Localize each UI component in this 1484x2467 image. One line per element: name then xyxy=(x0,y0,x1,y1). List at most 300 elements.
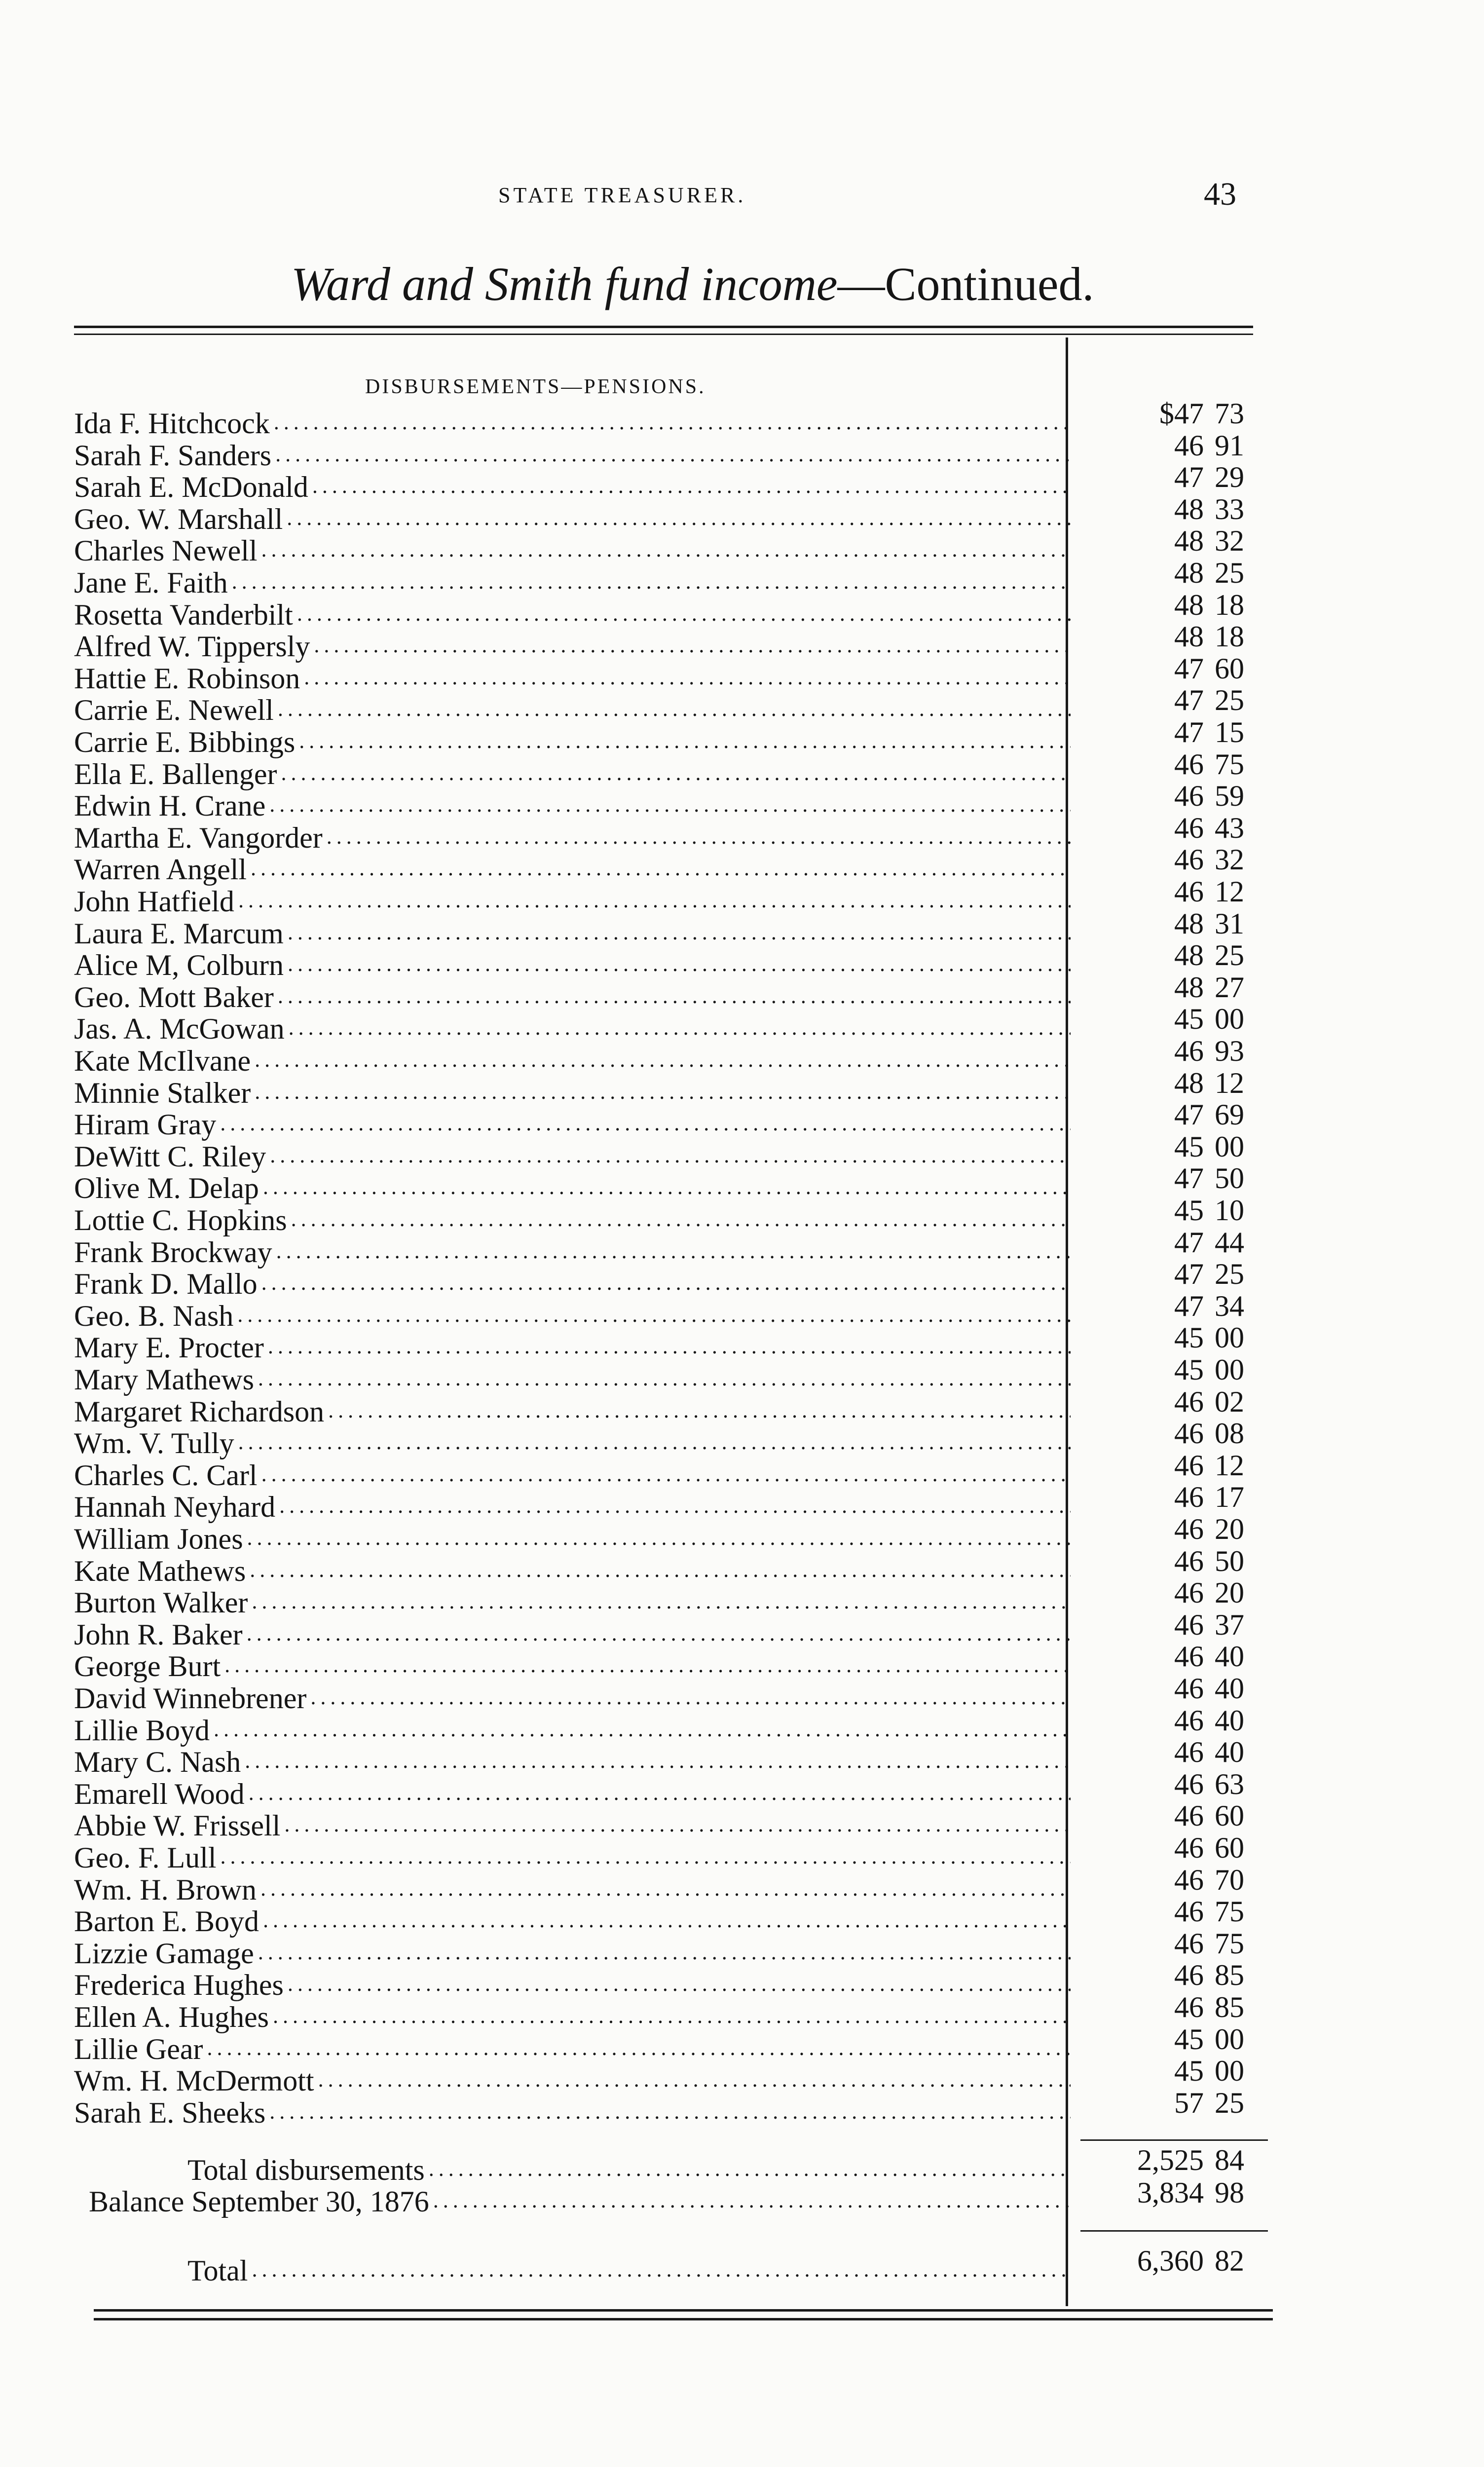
pension-cents: 34 xyxy=(1215,1289,1244,1322)
pension-cents: 40 xyxy=(1215,1736,1244,1769)
pension-amount xyxy=(1085,1354,1263,1385)
pension-cents: 10 xyxy=(1215,1194,1244,1227)
pension-amount xyxy=(1085,1386,1263,1418)
leader-dots xyxy=(252,2259,1071,2280)
leader-dots xyxy=(214,1719,1071,1740)
pension-amount xyxy=(1085,908,1263,939)
pension-amount xyxy=(1085,1832,1263,1864)
pension-cents: 25 xyxy=(1215,684,1244,717)
pension-dollars: 47 xyxy=(1174,1098,1204,1131)
pension-amount xyxy=(1085,1896,1263,1927)
page-title xyxy=(291,257,1094,311)
leader-dots xyxy=(263,1909,1071,1931)
pensioner-name: Hannah Neyhard xyxy=(74,1491,276,1524)
pensioner-name: Laura E. Marcum xyxy=(74,917,284,950)
pensioner-name: Sarah E. Sheeks xyxy=(74,2096,266,2129)
pension-cents: 31 xyxy=(1215,907,1244,940)
leader-dots xyxy=(261,1463,1071,1485)
pension-row xyxy=(74,2065,1071,2096)
pensioner-name: Rosetta Vanderbilt xyxy=(74,598,293,631)
leader-dots xyxy=(284,1814,1071,1835)
pension-cents: 59 xyxy=(1215,780,1244,813)
pension-amount xyxy=(1085,1736,1263,1768)
pension-amount xyxy=(1085,525,1263,557)
pensioner-name: Burton Walker xyxy=(74,1586,248,1619)
subtotal-rule xyxy=(1080,2139,1268,2141)
pension-cents: 29 xyxy=(1215,461,1244,494)
pension-row xyxy=(74,1332,1071,1363)
pension-amount xyxy=(1085,621,1263,652)
pension-row xyxy=(74,1459,1071,1491)
pension-amount xyxy=(1085,748,1263,780)
pension-amount xyxy=(1085,1513,1263,1545)
pension-cents: 44 xyxy=(1215,1226,1244,1259)
pension-dollars: 46 xyxy=(1174,1385,1204,1418)
pension-amount xyxy=(1085,972,1263,1003)
pension-dollars: 45 xyxy=(1174,1321,1204,1354)
pension-row xyxy=(74,1109,1071,1140)
pension-dollars: 46 xyxy=(1174,1991,1204,2023)
pensioner-name: Charles C. Carl xyxy=(74,1458,258,1492)
leader-dots xyxy=(279,1495,1071,1517)
pension-cents: 75 xyxy=(1215,1895,1244,1928)
pensioner-name: Ella E. Ballenger xyxy=(74,757,277,790)
pension-cents: 75 xyxy=(1215,748,1244,781)
pension-cents: 20 xyxy=(1215,1513,1244,1545)
pension-cents: 85 xyxy=(1215,1959,1244,1992)
pension-cents: 93 xyxy=(1215,1035,1244,1067)
leader-dots xyxy=(276,1240,1071,1262)
pension-dollars: 48 xyxy=(1174,492,1204,525)
pension-amount xyxy=(1085,684,1263,716)
pension-cents: 27 xyxy=(1215,971,1244,1004)
pension-row xyxy=(74,1874,1071,1906)
total-disbursements-cents: 84 xyxy=(1215,2144,1244,2176)
pension-amount xyxy=(1085,557,1263,589)
pension-row xyxy=(74,1141,1071,1172)
balance-dollars: 3,834 xyxy=(1137,2176,1204,2209)
pension-dollars: 46 xyxy=(1174,1481,1204,1514)
pension-amount xyxy=(1085,1609,1263,1641)
pension-cents: 18 xyxy=(1215,620,1244,653)
pensioner-name: David Winnebrener xyxy=(74,1682,307,1715)
pension-cents: 60 xyxy=(1215,652,1244,685)
pension-row xyxy=(74,1396,1071,1427)
leader-dots xyxy=(237,1304,1071,1326)
pension-cents: 08 xyxy=(1215,1417,1244,1450)
leader-dots xyxy=(269,794,1071,816)
pensioner-name: Frank Brockway xyxy=(74,1235,272,1269)
leader-dots xyxy=(299,730,1071,752)
pensioner-name: Sarah F. Sanders xyxy=(74,439,272,472)
pension-amount xyxy=(1085,844,1263,875)
pension-amount xyxy=(1085,2023,1263,2055)
balance-cents: 98 xyxy=(1215,2176,1244,2209)
total-disbursements-dollars: 2,525 xyxy=(1137,2144,1204,2176)
pension-cents: 40 xyxy=(1215,1704,1244,1737)
leader-dots xyxy=(247,1623,1071,1645)
pension-row xyxy=(74,1746,1071,1778)
leader-dots xyxy=(258,1368,1071,1389)
pension-amount xyxy=(1085,1959,1263,1991)
leader-dots xyxy=(258,1942,1071,1963)
pensioner-name: Olive M. Delap xyxy=(74,1172,259,1205)
pension-row xyxy=(74,663,1071,694)
pensioner-name: Lillie Gear xyxy=(74,2032,203,2065)
leader-dots xyxy=(314,635,1071,656)
pensioner-name: Lizzie Gamage xyxy=(74,1937,254,1970)
total-rule xyxy=(1080,2230,1268,2232)
pensioner-name: Carrie E. Bibbings xyxy=(74,726,296,758)
pension-dollars: 47 xyxy=(1174,1162,1204,1195)
pensioner-name: Margaret Richardson xyxy=(74,1395,325,1428)
pension-amount xyxy=(1085,812,1263,844)
pension-row xyxy=(74,1650,1071,1682)
pension-amount xyxy=(1085,2055,1263,2087)
pension-amount xyxy=(1085,1768,1263,1800)
pension-dollars: 45 xyxy=(1174,1194,1204,1227)
pension-dollars: 45 xyxy=(1174,2055,1204,2088)
pension-row xyxy=(74,1778,1071,1810)
pension-dollars: 48 xyxy=(1174,939,1204,972)
pension-dollars: 46 xyxy=(1174,429,1204,462)
pension-row xyxy=(74,1938,1071,1969)
pension-dollars: 47 xyxy=(1174,461,1204,494)
pension-cents: 75 xyxy=(1215,1927,1244,1960)
pension-row xyxy=(74,1427,1071,1459)
pension-row xyxy=(74,1491,1071,1523)
pension-amount xyxy=(1085,1035,1263,1067)
pensioner-name: Minnie Stalker xyxy=(74,1076,251,1109)
leader-dots xyxy=(310,1686,1071,1708)
pension-amount xyxy=(1085,1003,1263,1035)
pension-dollars: 48 xyxy=(1174,1066,1204,1099)
pension-dollars: 57 xyxy=(1174,2086,1204,2119)
pension-row xyxy=(74,949,1071,981)
pension-row xyxy=(74,408,1071,439)
pension-row xyxy=(74,981,1071,1013)
pension-amount xyxy=(1085,1162,1263,1194)
leader-dots xyxy=(220,1113,1071,1134)
pension-cents: 63 xyxy=(1215,1767,1244,1800)
pensioner-name: Geo. F. Lull xyxy=(74,1841,217,1874)
pension-row xyxy=(74,790,1071,822)
pension-amount xyxy=(1085,653,1263,684)
pension-dollars: 47 xyxy=(1174,1258,1204,1291)
pension-dollars: 46 xyxy=(1174,1704,1204,1737)
pension-cents: 12 xyxy=(1215,1066,1244,1099)
pension-dollars: 46 xyxy=(1174,1640,1204,1673)
pension-amount xyxy=(1085,1227,1263,1258)
pension-row xyxy=(74,1077,1071,1109)
pension-dollars: 46 xyxy=(1174,748,1204,781)
pension-amount xyxy=(1085,1800,1263,1832)
pensioner-name: Kate McIlvane xyxy=(74,1045,251,1077)
pension-dollars: 46 xyxy=(1174,1035,1204,1067)
leader-dots xyxy=(255,1081,1071,1103)
leader-dots xyxy=(269,2101,1071,2123)
pension-row xyxy=(74,1204,1071,1236)
pension-dollars: 46 xyxy=(1174,811,1204,844)
leader-dots xyxy=(327,826,1071,848)
pension-dollars: 47 xyxy=(1174,1226,1204,1259)
pensioner-name: Mary E. Procter xyxy=(74,1331,264,1364)
pensioner-name: Warren Angell xyxy=(74,853,247,886)
pension-amount xyxy=(1085,1673,1263,1704)
bottom-rule-lower xyxy=(94,2318,1273,2320)
pension-cents: 73 xyxy=(1215,397,1244,430)
pension-row xyxy=(74,1969,1071,2001)
leader-dots xyxy=(291,1208,1071,1230)
pension-row xyxy=(74,1715,1071,1746)
leader-dots xyxy=(232,571,1071,593)
pension-dollars: 48 xyxy=(1174,588,1204,621)
leader-dots xyxy=(429,2158,1071,2180)
pensioner-name: John Hatfield xyxy=(74,885,234,918)
leader-dots xyxy=(274,411,1071,433)
pension-cents: 17 xyxy=(1215,1481,1244,1514)
pension-dollars: 46 xyxy=(1174,1832,1204,1864)
pension-row xyxy=(74,1682,1071,1714)
pension-cents: 60 xyxy=(1215,1832,1244,1864)
pensioner-name: Hiram Gray xyxy=(74,1108,217,1141)
pensioner-name: Mary Mathews xyxy=(74,1363,254,1396)
pension-cents: 37 xyxy=(1215,1608,1244,1641)
pension-cents: 40 xyxy=(1215,1640,1244,1673)
leader-dots xyxy=(238,1431,1071,1453)
leader-dots xyxy=(318,2069,1071,2091)
pensioner-name: Lillie Boyd xyxy=(74,1714,210,1747)
pension-row xyxy=(74,1523,1071,1555)
pension-amount xyxy=(1085,1290,1263,1322)
leader-dots xyxy=(433,2190,1071,2211)
pension-row xyxy=(74,2001,1071,2033)
pensioner-name: Ida F. Hitchcock xyxy=(74,407,270,440)
pensioner-name: Hattie E. Robinson xyxy=(74,662,300,695)
pension-cents: 18 xyxy=(1215,588,1244,621)
pension-row xyxy=(74,1555,1071,1587)
pension-cents: 50 xyxy=(1215,1544,1244,1577)
page-number: 43 xyxy=(1204,176,1236,212)
pension-row xyxy=(74,440,1071,471)
pensioner-name: Lottie C. Hopkins xyxy=(74,1204,287,1236)
leader-dots xyxy=(281,762,1071,784)
pension-amount xyxy=(1085,1450,1263,1481)
pension-row xyxy=(74,1842,1071,1873)
leader-dots xyxy=(273,2005,1071,2027)
leader-dots xyxy=(247,1527,1071,1549)
pensioner-name: Martha E. Vangorder xyxy=(74,821,323,854)
leader-dots xyxy=(328,1400,1071,1421)
pension-dollars: 46 xyxy=(1174,1608,1204,1641)
pension-dollars: 45 xyxy=(1174,1003,1204,1036)
pension-cents: 33 xyxy=(1215,492,1244,525)
pension-amount xyxy=(1085,716,1263,748)
total-disbursements-amount xyxy=(1085,2144,1263,2176)
pension-amount xyxy=(1085,1481,1263,1513)
pension-row xyxy=(74,471,1071,503)
leader-dots xyxy=(250,1559,1071,1581)
pension-dollars: 46 xyxy=(1174,875,1204,908)
leader-dots xyxy=(260,1878,1071,1900)
pension-row xyxy=(74,1300,1071,1332)
pension-cents: 25 xyxy=(1215,1258,1244,1291)
leader-dots xyxy=(268,1336,1071,1357)
pension-row xyxy=(74,1236,1071,1268)
pension-row xyxy=(74,758,1071,790)
pension-cents: 32 xyxy=(1215,524,1244,558)
pensioner-name: Frederica Hughes xyxy=(74,1969,284,2002)
top-rule-lower xyxy=(74,334,1253,335)
pension-amount xyxy=(1085,493,1263,525)
pensioner-name: Wm. H. Brown xyxy=(74,1873,257,1906)
leader-dots xyxy=(261,539,1071,561)
pension-cents: 00 xyxy=(1215,2022,1244,2056)
pension-row xyxy=(74,1268,1071,1300)
pension-row xyxy=(74,1587,1071,1618)
pension-dollars: 45 xyxy=(1174,2022,1204,2056)
pension-amount xyxy=(1085,1928,1263,1959)
top-rule-upper xyxy=(74,326,1253,328)
pension-dollars: 48 xyxy=(1174,524,1204,558)
pensioner-name: Jas. A. McGowan xyxy=(74,1012,285,1046)
pension-row xyxy=(74,726,1071,758)
leader-dots xyxy=(278,985,1071,1007)
pensioner-name: Charles Newell xyxy=(74,534,258,567)
pensioner-name: George Burt xyxy=(74,1650,221,1683)
leader-dots xyxy=(207,2037,1071,2059)
leader-dots xyxy=(275,444,1071,465)
pensioner-name: DeWitt C. Riley xyxy=(74,1140,266,1173)
pensioner-name: Mary C. Nash xyxy=(74,1746,241,1779)
pension-row xyxy=(74,1619,1071,1650)
leader-dots xyxy=(304,667,1071,688)
pensioner-name: Geo. Mott Baker xyxy=(74,980,274,1013)
leader-dots xyxy=(238,890,1071,911)
pension-row xyxy=(74,567,1071,598)
pension-dollars: 47 xyxy=(1174,1289,1204,1322)
pension-dollars: 46 xyxy=(1174,1959,1204,1992)
pensioner-name: Geo. B. Nash xyxy=(74,1299,234,1332)
pension-dollars: 48 xyxy=(1174,620,1204,653)
bottom-rule-upper xyxy=(94,2309,1273,2312)
total-label: Total xyxy=(187,2254,248,2287)
pension-dollars: $47 xyxy=(1159,397,1204,430)
pension-dollars: 46 xyxy=(1174,1767,1204,1800)
pensioner-name: Sarah E. McDonald xyxy=(74,471,308,504)
leader-dots xyxy=(297,603,1071,625)
pension-row xyxy=(74,503,1071,535)
pension-cents: 25 xyxy=(1215,557,1244,589)
pension-amount xyxy=(1085,1545,1263,1577)
pension-dollars: 48 xyxy=(1174,907,1204,940)
pension-cents: 70 xyxy=(1215,1863,1244,1896)
pension-dollars: 46 xyxy=(1174,1863,1204,1896)
pension-row xyxy=(74,1172,1071,1204)
pensioner-name: Kate Mathews xyxy=(74,1554,246,1587)
pension-dollars: 46 xyxy=(1174,1927,1204,1960)
pension-cents: 00 xyxy=(1215,1321,1244,1354)
title-continued: —Continued. xyxy=(837,258,1094,310)
pensioner-name: Wm. H. McDermott xyxy=(74,2064,314,2097)
total-amount xyxy=(1085,2245,1263,2277)
pension-dollars: 46 xyxy=(1174,1895,1204,1928)
pension-dollars: 46 xyxy=(1174,780,1204,813)
total-row xyxy=(74,2255,1071,2286)
leader-dots xyxy=(249,1782,1071,1804)
pension-amount xyxy=(1085,1641,1263,1672)
pension-amount xyxy=(1085,1258,1263,1290)
pension-cents: 00 xyxy=(1215,2055,1244,2088)
pension-dollars: 46 xyxy=(1174,1736,1204,1769)
pensioner-name: Alfred W. Tippersly xyxy=(74,630,310,663)
pensioner-name: Jane E. Faith xyxy=(74,566,228,599)
pension-amount xyxy=(1085,1322,1263,1353)
pension-row xyxy=(74,535,1071,566)
pension-dollars: 45 xyxy=(1174,1130,1204,1163)
leader-dots xyxy=(255,1049,1071,1071)
balance-amount xyxy=(1085,2177,1263,2208)
pensioner-name: Frank D. Mallo xyxy=(74,1268,258,1301)
total-disbursements-label: Total disbursements xyxy=(187,2154,425,2186)
pension-amount xyxy=(1085,1418,1263,1449)
pension-row xyxy=(74,1013,1071,1045)
pension-row xyxy=(74,2097,1071,2129)
leader-dots xyxy=(278,698,1071,720)
pensioner-name: Barton E. Boyd xyxy=(74,1905,259,1938)
pension-row xyxy=(74,2033,1071,2065)
leader-dots xyxy=(261,1272,1071,1294)
pension-dollars: 46 xyxy=(1174,1513,1204,1545)
pension-amount xyxy=(1085,1067,1263,1099)
leader-dots xyxy=(251,858,1071,879)
pension-amount xyxy=(1085,1991,1263,2023)
pension-dollars: 47 xyxy=(1174,652,1204,685)
pension-dollars: 48 xyxy=(1174,971,1204,1004)
pension-row xyxy=(74,1810,1071,1841)
leader-dots xyxy=(224,1654,1071,1676)
pension-dollars: 46 xyxy=(1174,1449,1204,1482)
leader-dots xyxy=(245,1750,1071,1772)
pension-amount xyxy=(1085,1195,1263,1226)
pensioner-name: Wm. V. Tully xyxy=(74,1427,234,1460)
pension-amount xyxy=(1085,589,1263,621)
pension-dollars: 46 xyxy=(1174,1799,1204,1832)
section-heading: DISBURSEMENTS—PENSIONS. xyxy=(365,375,706,398)
pension-cents: 40 xyxy=(1215,1672,1244,1705)
balance-label: Balance September 30, 1876 xyxy=(89,2185,429,2218)
pension-amount xyxy=(1085,461,1263,493)
leader-dots xyxy=(263,1176,1071,1198)
leader-dots xyxy=(287,507,1071,529)
pension-cents: 00 xyxy=(1215,1353,1244,1386)
total-cents: 82 xyxy=(1215,2244,1244,2277)
pension-dollars: 46 xyxy=(1174,843,1204,876)
pension-amount xyxy=(1085,1705,1263,1736)
leader-dots xyxy=(252,1591,1071,1612)
pension-cents: 15 xyxy=(1215,716,1244,748)
pension-cents: 50 xyxy=(1215,1162,1244,1195)
leader-dots xyxy=(289,1017,1071,1039)
pension-row xyxy=(74,599,1071,631)
pensioner-name: Alice M, Colburn xyxy=(74,949,284,982)
pension-row xyxy=(74,694,1071,726)
pension-row xyxy=(74,822,1071,854)
pension-cents: 02 xyxy=(1215,1385,1244,1418)
leader-dots xyxy=(288,953,1071,975)
title-italic: Ward and Smith fund income xyxy=(291,258,838,310)
pensioner-name: William Jones xyxy=(74,1523,243,1555)
